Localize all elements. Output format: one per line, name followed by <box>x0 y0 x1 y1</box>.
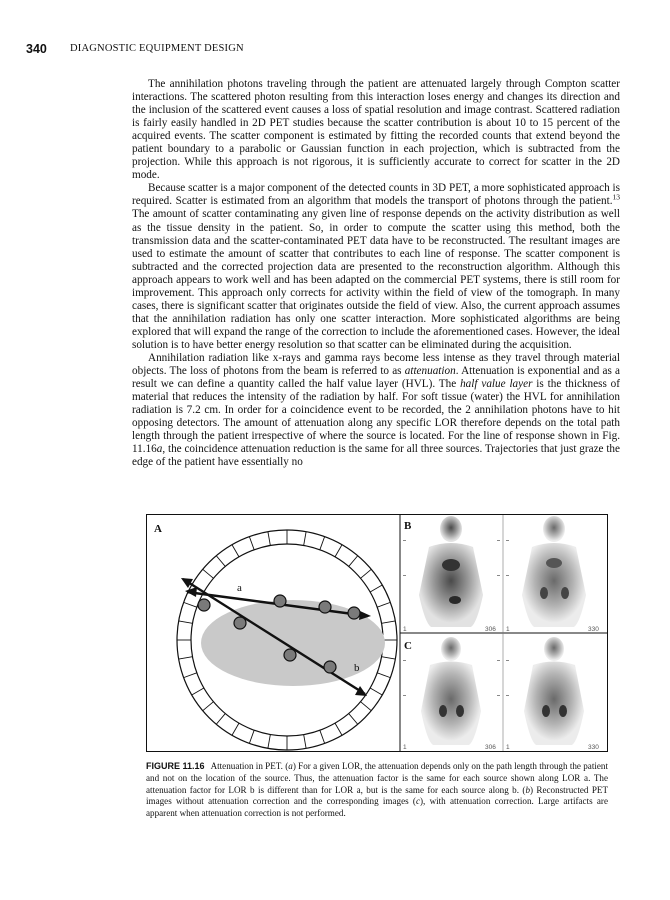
paragraph-2: Because scatter is a major component of the detected counts in 3D PET, a more sophisticated approach is required. Scatter is estimated from an algorithm that models the transport of photons through the patient.$^{13}$ The amount of scatter contaminating any given line of response depends on the activity distribution as well as the tissue density in the patient. So, in order to compute the scatter using this method, both the transmission data and the scatter-contaminated PET data have to be reconstructed. The resultant images are used to estimate the amount of scatter that contributes to each line of response. The scatter component is subtracted and the corrected projection data are presented to the reconstruction algorithm. Although this approach appears to work well and has been adapted on the commercial PET systems, there is still room for improvement. This approach only corrects for activity within the field of view of the tomograph. In many cases, there is significant scatter that originates outside the field of view. Also, the current approach assumes that the annihilation radiation has only one scatter interaction. More sophisticated algorithms are being explored that will expand the range of the correction to include the aforementioned cases. However, the ideal solution is to have better energy resolution so that scatter can be eliminated during the acquisition. <box>132 182 620 351</box>
detector-segment <box>320 537 325 550</box>
detector-segment <box>268 532 270 546</box>
scale-c-mid: 306 <box>485 744 496 751</box>
detector-segment <box>320 730 325 743</box>
scale-c-left: 1 <box>403 744 407 751</box>
detector-segment <box>232 545 239 557</box>
pet-image-b-left <box>419 516 483 627</box>
pet-image-c-left <box>421 637 481 745</box>
page-number: 340 <box>26 42 47 56</box>
detector-segment <box>349 556 358 567</box>
detector-segment <box>184 673 197 678</box>
page-header <box>26 42 646 58</box>
detector-segment <box>268 735 270 749</box>
detector-segment <box>377 602 390 607</box>
scale-c-mid2: 1 <box>506 744 510 751</box>
scale-b-right: 330 <box>588 626 599 633</box>
detector-segment <box>304 532 306 546</box>
panel-c-label: C <box>404 640 412 652</box>
detector-segment <box>192 688 204 695</box>
detector-segment <box>335 545 342 557</box>
detector-segment <box>382 621 396 623</box>
citation-ref: 13 <box>612 192 620 202</box>
panel-b-label: B <box>404 520 412 532</box>
detector-segment <box>179 621 193 623</box>
panel-a-diagram <box>177 530 397 750</box>
detector-segment <box>370 585 382 592</box>
running-head: DIAGNOSTIC EQUIPMENT DESIGN <box>70 43 244 54</box>
figure-caption: FIGURE 11.16 Attenuation in PET. (a) For a given LOR, the attenuation depends only on the path length through the patient and not on the location of the source. Thus, the attenuation factor is the same for each source shown along LOR a. The attenuation factor for LOR b is different than for LOR a, but is the same for each source along b. (b) Reconstructed PET images without attenuation correction and the corresponding images (c), with attenuation correction. Large artifacts are apparent when attenuation correction is not performed. <box>146 761 608 819</box>
paragraph-3: Annihilation radiation like x-rays and gamma rays become less intense as they travel through material objects. The loss of photons from the beam is referred to as attenuation. Attenuation is exponential and as a result we can define a quantity called the half value layer (HVL). The half value layer is the thickness of material that reduces the intensity of the radiation by half. For soft tissue (water) the HVL for annihilation radiation is 7.2 cm. In order for a coincidence event to be recorded, the 2 annihilation photons have to hit opposing detectors. The amount of attenuation along any specific LOR therefore depends on the total path length through the patient irrespective of where the source is located. For the line of response shown in Fig. 11.16a, the coincidence attenuation reduction is the same for all three sources. Trajectories that just graze the edge of the patient have essentially no <box>132 351 620 469</box>
detector-segment <box>377 673 390 678</box>
paragraph-1: The annihilation photons traveling through the patient are attenuated largely through Compton scatter interactions. The scattered photon resulting from this interaction loses energy and changes its direction and the inclusion of the scattered event causes a loss of spatial resolution and image contrast. Scattered radiation is fairly easily handled in 2D PET studies because the scatter contribution is about 10 to 15 percent of the acquired events. The scatter component is estimated by fitting the recorded counts that extend beyond the patient boundary to a parabolic or Gaussian function in each projection, which is subtracted from the projection. While this approach is not rigorous, it is sufficiently accurate to correct for scatter in the 2D mode. <box>132 78 620 182</box>
lor-a-label: a <box>237 582 242 594</box>
figure-graphic <box>147 515 607 751</box>
detector-segment <box>349 714 358 725</box>
detector-segment <box>184 602 197 607</box>
detector-segment <box>361 569 372 578</box>
detector-segment <box>179 657 193 659</box>
scale-b-left: 1 <box>403 626 407 633</box>
body-text <box>132 78 620 469</box>
lor-b-label: b <box>354 662 360 674</box>
pet-image-c-right <box>524 637 584 745</box>
detector-segment <box>304 735 306 749</box>
detector-segment <box>249 537 254 550</box>
detector-segment <box>249 730 254 743</box>
detector-segment <box>382 657 396 659</box>
figure-11-16 <box>146 514 608 752</box>
detector-segment <box>216 714 225 725</box>
scale-b-mid: 306 <box>485 626 496 633</box>
scale-c-right: 330 <box>588 744 599 751</box>
detector-segment <box>216 556 225 567</box>
panel-c-images <box>403 637 584 745</box>
detector-segment <box>232 723 239 735</box>
detector-segment <box>361 702 372 711</box>
pet-image-b-right <box>522 516 586 627</box>
scale-b-mid2: 1 <box>506 626 510 633</box>
panel-b-images <box>403 516 586 627</box>
detector-segment <box>203 702 214 711</box>
detector-segment <box>370 688 382 695</box>
panel-a-label: A <box>154 523 162 535</box>
detector-segment <box>203 569 214 578</box>
figure-label: FIGURE 11.16 <box>146 761 205 771</box>
detector-segment <box>335 723 342 735</box>
